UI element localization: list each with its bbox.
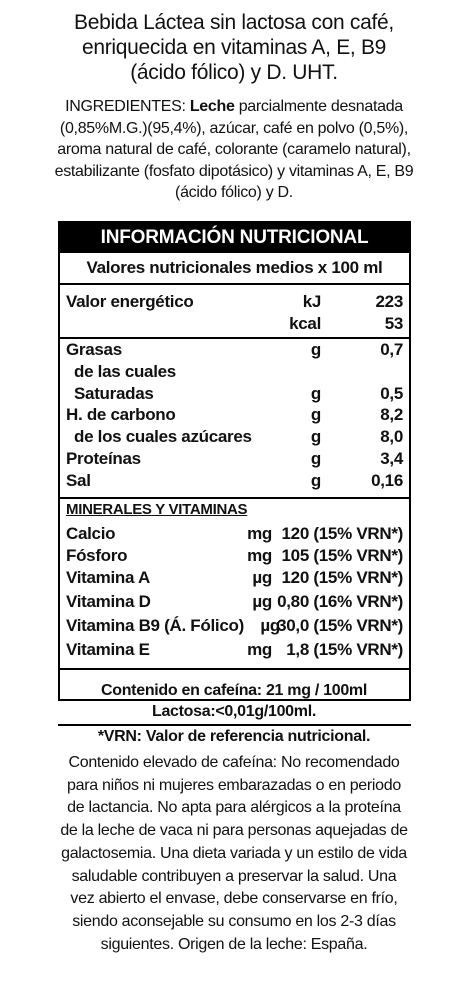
row-value: 0,16 — [371, 471, 403, 490]
nutrition-subheader: Valores nutricionales medios x 100 ml — [60, 253, 409, 284]
footer-divider — [58, 724, 411, 726]
row-value: 3,4 — [380, 449, 403, 468]
row-unit: kJ — [302, 292, 321, 311]
row-unit: g — [310, 384, 321, 403]
ingredients-milk: Leche — [189, 98, 235, 115]
title-line-3: (ácido fólico) y D. UHT. — [130, 61, 338, 84]
minerals-header: MINERALES Y VITAMINAS — [66, 501, 248, 518]
ingredients-label: INGREDIENTES: — [65, 98, 186, 115]
row-unit: g — [310, 405, 321, 424]
row-name: Saturadas — [74, 384, 154, 403]
mineral-unit: µg — [252, 592, 272, 611]
mineral-value: 0,80 (16% VRN*) — [277, 592, 403, 611]
row-value: 223 — [375, 292, 403, 311]
warning-notes: Contenido elevado de cafeína: No recomendado para niños ni mujeres embarazadas o en periodo de lactancia. No apta para alérgicos a la proteína de la leche de vaca ni para personas aquejadas de galactosemia. Una dieta variada y un estilo de vida saludable contribuyen a preservar la salud. Una vez abierto el envase, debe conservarse en frío, siendo aconsejable su consumo en los 2-3 días siguientes. Origen de la leche: España. — [60, 754, 408, 953]
mineral-value: 120 (15% VRN*) — [281, 568, 403, 587]
ingredients-text — [0, 96, 468, 204]
row-unit: g — [310, 471, 321, 490]
row-unit: g — [310, 340, 321, 359]
row-value: 8,0 — [380, 427, 403, 446]
mineral-unit: mg — [247, 524, 272, 543]
mineral-value: 1,8 (15% VRN*) — [286, 640, 403, 659]
mineral-unit: µg — [260, 616, 280, 635]
mineral-value: 120 (15% VRN*) — [281, 524, 403, 543]
divider — [60, 497, 409, 499]
row-unit: g — [310, 449, 321, 468]
row-value: 0,5 — [380, 384, 403, 403]
product-title — [0, 10, 468, 85]
row-unit: g — [310, 427, 321, 446]
mineral-unit: µg — [252, 568, 272, 587]
divider — [60, 668, 409, 670]
row-name: de los cuales azúcares — [74, 427, 252, 446]
row-name: Grasas — [66, 340, 122, 359]
ingredients-list: parcialmente desnatada (0,85%M.G.)(95,4%), azúcar, café en polvo (0,5%), aroma natural de café, colorante (caramelo natural), estabilizante (fosfato dipotásico) y vitaminas A, E, B9 (ácido fólico) y D. — [54, 98, 414, 201]
lactose-content: Lactosa:<0,01g/100ml. — [151, 703, 316, 720]
row-name: Valor energético — [66, 292, 194, 311]
vrn-note: *VRN: Valor de referencia nutricional. — [97, 728, 371, 745]
nutrition-header: INFORMACIÓN NUTRICIONAL — [60, 223, 409, 253]
mineral-name: Vitamina A — [66, 568, 150, 587]
row-unit: kcal — [289, 314, 321, 333]
row-value: 53 — [384, 314, 403, 333]
row-name: Proteínas — [66, 449, 141, 468]
nutrition-table — [58, 221, 411, 701]
title-line-2: enriquecida en vitaminas A, E, B9 — [81, 36, 387, 59]
mineral-unit: mg — [247, 640, 272, 659]
row-name: Sal — [66, 471, 91, 490]
mineral-unit: mg — [247, 546, 272, 565]
mineral-name: Vitamina E — [66, 640, 150, 659]
mineral-value: 30,0 (15% VRN*) — [277, 616, 403, 635]
mineral-name: Calcio — [66, 524, 116, 543]
divider — [60, 283, 409, 285]
mineral-name: Fósforo — [66, 546, 128, 565]
caffeine-content: Contenido en cafeína: 21 mg / 100ml — [100, 682, 368, 699]
row-value: 0,7 — [380, 340, 403, 359]
title-line-1: Bebida Láctea sin lactosa con café, — [74, 11, 394, 34]
mineral-name: Vitamina B9 (Á. Fólico) — [66, 616, 244, 635]
mineral-value: 105 (15% VRN*) — [281, 546, 403, 565]
mineral-name: Vitamina D — [66, 592, 151, 611]
row-name: H. de carbono — [66, 405, 176, 424]
row-value: 8,2 — [380, 405, 403, 424]
row-name: de las cuales — [74, 362, 176, 381]
